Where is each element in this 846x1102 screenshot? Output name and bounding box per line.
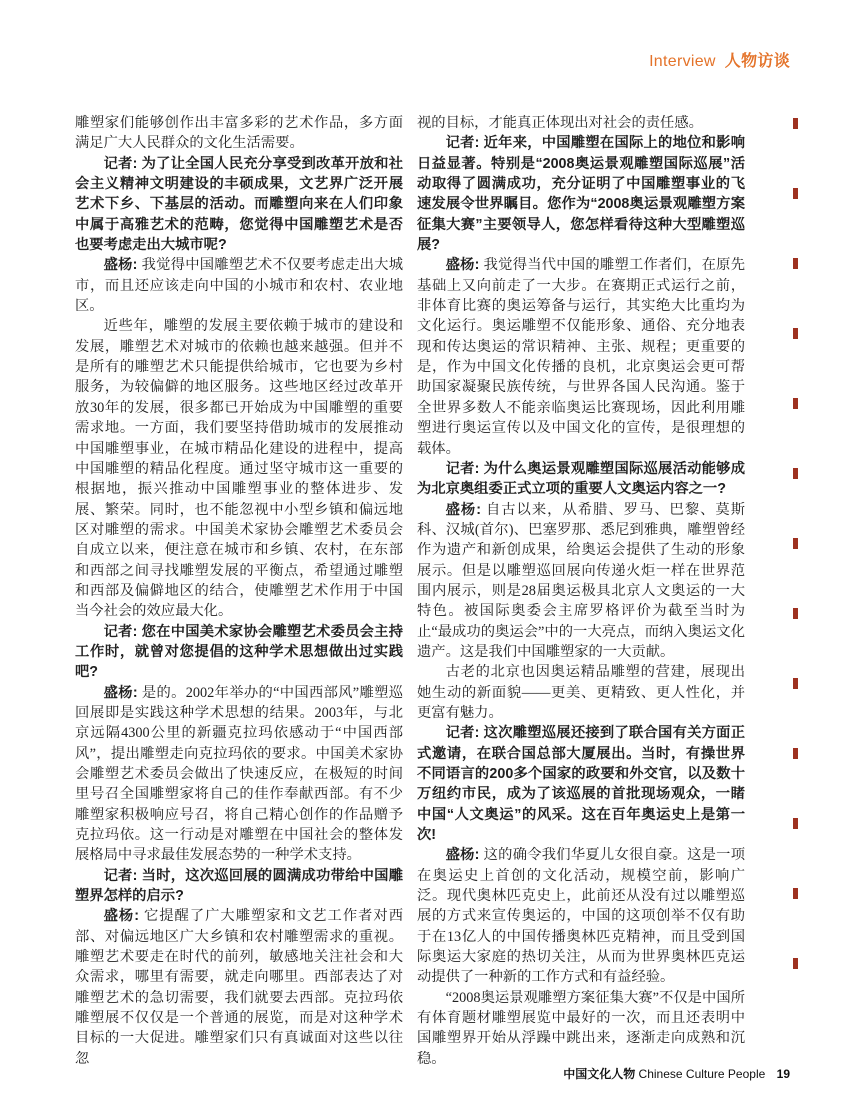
page-footer [563, 1065, 790, 1082]
speaker-label: 盛杨: [103, 908, 144, 925]
paragraph [417, 988, 745, 1069]
question-paragraph [417, 723, 745, 845]
paragraph [417, 113, 745, 133]
speaker-label: 盛杨: [445, 501, 486, 518]
answer-paragraph [75, 906, 403, 1069]
paragraph-text: 您在中国美术家协会雕塑艺术委员会主持工作时，就曾对您提倡的这种学术思想做出过实践吧? [75, 623, 404, 681]
interview-article [75, 113, 745, 1069]
paragraph [75, 113, 403, 154]
paragraph-text: 视的目标，才能真正体现出对社会的责任感。 [417, 115, 703, 131]
page-number: 19 [776, 1067, 790, 1081]
paragraph-text: 近年来，中国雕塑在国际上的地位和影响日益显著。特别是“2008奥运景观雕塑国际巡展”活动取得了圆满成功，充分证明了中国雕塑事业的飞速发展令世界瞩目。您作为“2008奥运景观雕塑方案征集大赛”主要领导人，您怎样看待这种大型雕塑巡展? [417, 135, 746, 254]
paragraph [75, 316, 403, 621]
column-left [75, 113, 403, 1069]
question-paragraph [75, 866, 403, 907]
paragraph-text: 这次雕塑巡展还接到了联合国有关方面正式邀请，在联合国总部大厦展出。当时，有操世界不同语言的200多个国家的政要和外交官，以及数十万纽约市民，成为了该巡展的首批现场观众，一睹中国“人文奥运”的风采。这在百年奥运史上是第一次! [417, 725, 746, 844]
column-right [417, 113, 745, 1069]
paragraph-text: 自古以来，从希腊、罗马、巴黎、莫斯科、汉城(首尔)、巴塞罗那、悉尼到雅典，雕塑曾经作为遗产和新创成果，给奥运会提供了生动的形象展示。但是以雕塑巡回展向传递火炬一样在世界范围内展示，则是28届奥运极具北京人文奥运的一大特色。被国际奥委会主席罗格评价为截至当时为止“最成功的奥运会”中的一大亮点，而纳入奥运文化遗产。这是我们中国雕塑家的一大贡献。 [417, 501, 746, 660]
paragraph-text: 古老的北京也因奥运精品雕塑的营建，展现出她生动的新面貌——更美、更精致、更人性化，并更富有魅力。 [417, 664, 745, 721]
paragraph-text: 雕塑家们能够创作出丰富多彩的艺术作品，多方面满足广大人民群众的文化生活需要。 [75, 115, 403, 152]
paragraph-text: 近些年，雕塑的发展主要依赖于城市的建设和发展，雕塑艺术对城市的依赖也越来越强。但并不是所有的雕塑艺术只能提供给城市，它也要为乡村服务，为较偏僻的地区服务。这些地区经过改革开放30年的发展，很多都已开始成为中国雕塑的重要需求地。一方面，我们要坚持借助城市的发展推动中国雕塑事业，在城市精品化建设的进程中，提高中国雕塑的精品化程度。通过坚守城市这一重要的根据地，振兴推动中国雕塑事业的整体进步、发展、繁荣。同时，也不能忽视中小型乡镇和偏远地区对雕塑的需求。中国美术家协会雕塑艺术委员会自成立以来，便注意在城市和乡镇、农村，在东部和西部之间寻找雕塑发展的平衡点，希望通过雕塑和西部及偏僻地区的结合，使雕塑艺术作用于中国当今社会的效应最大化。 [75, 318, 403, 620]
speaker-label: 盛杨: [103, 257, 142, 274]
speaker-label: 盛杨: [445, 847, 484, 864]
paragraph [417, 662, 745, 723]
speaker-label: 盛杨: [445, 257, 484, 274]
answer-paragraph [417, 845, 745, 987]
paragraph-text: 是的。2002年举办的“中国西部风”雕塑巡回展即是实践这种学术思想的结果。2003年，与北京远隔4300公里的新疆克拉玛依感动于“中国西部风”，提出雕塑走向克拉玛依的要求。中国美术家协会雕塑艺术委员会做出了快速反应，在极短的时间里号召全国雕塑家将自己的佳作奉献西部。有不少雕塑家积极响应号召，将自己精心创作的作品赠予克拉玛依。这一行动是对雕塑在中国社会的整体发展格局中寻求最佳发展态势的一种学术支持。 [75, 684, 403, 864]
section-label-en: Interview [649, 53, 716, 70]
question-paragraph [417, 133, 745, 255]
answer-paragraph [417, 500, 745, 663]
speaker-label: 盛杨: [103, 684, 142, 701]
answer-paragraph [75, 255, 403, 316]
magazine-title-zh: 中国文化人物 [563, 1067, 636, 1081]
speaker-label: 记者: [103, 623, 142, 640]
paragraph-text: 当时，这次巡回展的圆满成功带给中国雕塑界怎样的启示? [75, 867, 404, 905]
question-paragraph [75, 154, 403, 256]
paragraph-text: 我觉得中国雕塑艺术不仅要考虑走出大城市，而且还应该走向中国的小城市和农村、农业地区。 [75, 257, 404, 315]
paragraph-text: “2008奥运景观雕塑方案征集大赛”不仅是中国所有体育题材雕塑展览中最好的一次，而且还表明中国雕塑界开始从浮躁中跳出来，逐渐走向成熟和沉稳。 [417, 989, 745, 1067]
section-header [649, 48, 790, 71]
speaker-label: 记者: [445, 460, 484, 477]
speaker-label: 记者: [445, 725, 484, 742]
speaker-label: 记者: [103, 867, 142, 884]
answer-paragraph [75, 683, 403, 866]
paragraph-text: 为什么奥运景观雕塑国际巡展活动能够成为北京奥组委正式立项的重要人文奥运内容之一? [417, 460, 746, 498]
magazine-title-en: Chinese Culture People [638, 1067, 766, 1081]
speaker-label: 记者: [103, 155, 142, 172]
paragraph-text: 为了让全国人民充分享受到改革开放和社会主义精神文明建设的丰硕成果，文艺界广泛开展艺术下乡、下基层的活动。而雕塑向来在人们印象中属于高雅艺术的范畴，您觉得中国雕塑艺术是否也要考虑走出大城市呢? [75, 155, 404, 254]
answer-paragraph [417, 255, 745, 458]
question-paragraph [417, 459, 745, 500]
paragraph-text: 它提醒了广大雕塑家和文艺工作者对西部、对偏远地区广大乡镇和农村雕塑需求的重视。雕塑艺术要走在时代的前列，敏感地关注社会和大众需求，哪里有需要，就走向哪里。西部表达了对雕塑艺术的急切需要，我们就要去西部。克拉玛依雕塑展不仅仅是一个普通的展览，而是对这种学术目标的一大促进。雕塑家们只有真诚面对这些以往忽 [75, 908, 404, 1067]
paragraph-text: 我觉得当代中国的雕塑工作者们，在原先基础上又向前走了一大步。在赛期正式运行之前，非体育比赛的奥运筹备与运行，其实绝大比重均为文化运行。奥运雕塑不仅能形象、通俗、充分地表现和传达奥运的常识精神、主张、规程；更重要的是，作为中国文化传播的良机，北京奥运会更可帮助国家凝聚民族传统，与世界各国人民沟通。鉴于全世界多数人不能亲临奥运比赛现场，因此利用雕塑进行奥运宣传以及中国文化的宣传，是很理想的载体。 [417, 257, 746, 457]
paragraph-text: 这的确令我们华夏儿女很自豪。这是一项在奥运史上首创的文化活动，规模空前，影响广泛。现代奥林匹克史上，此前还从没有过以雕塑巡展的方式来宣传奥运的，中国的这项创举不仅有助于在13亿人的中国传播奥林匹克精神，而且受到国际奥运大家庭的热切关注，从而为世界奥林匹克运动提供了一种新的工作方式和有益经验。 [417, 847, 746, 986]
speaker-label: 记者: [445, 135, 484, 152]
section-label-zh: 人物访谈 [724, 53, 790, 70]
page-edge-dash-strip [793, 118, 798, 1014]
question-paragraph [75, 622, 403, 683]
